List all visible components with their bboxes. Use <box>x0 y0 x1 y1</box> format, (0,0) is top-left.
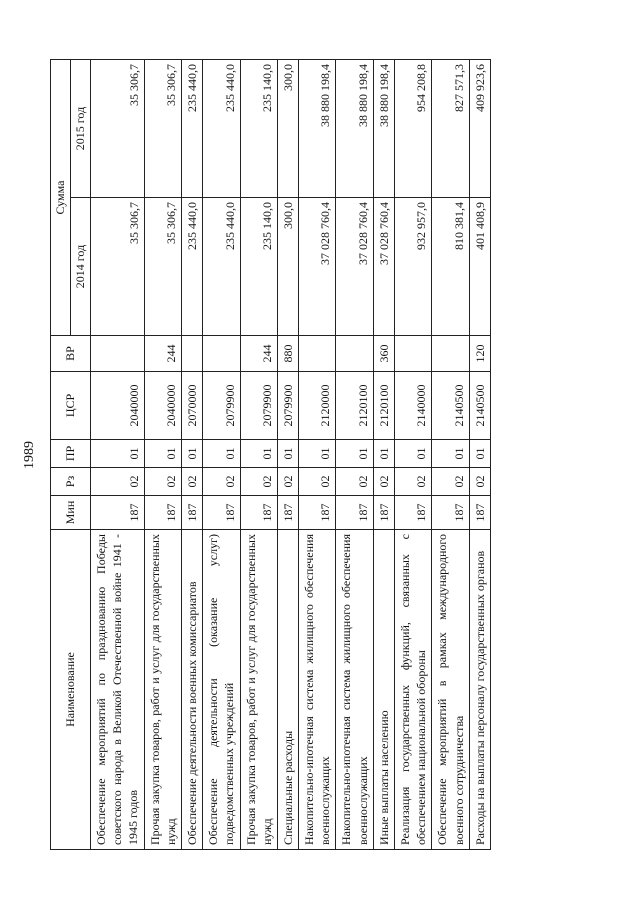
header-2015: 2015 год <box>71 59 91 197</box>
row-2015: 38 880 198,4 <box>299 59 336 197</box>
row-2014: 810 381,4 <box>432 198 469 336</box>
row-csr: 2040000 <box>144 372 181 440</box>
row-rz: 02 <box>91 468 145 496</box>
row-vr <box>203 336 240 372</box>
row-pr: 01 <box>144 440 181 468</box>
row-min: 187 <box>432 496 469 530</box>
row-2014: 35 306,7 <box>144 198 181 336</box>
row-name: Накопительно-ипотечная система жилищного обеспечения военнослужащих <box>336 530 373 850</box>
row-2015: 235 440,0 <box>181 59 202 197</box>
row-2014: 235 440,0 <box>181 198 202 336</box>
row-2015: 235 140,0 <box>240 59 277 197</box>
row-2014: 235 440,0 <box>203 198 240 336</box>
row-pr: 01 <box>336 440 373 468</box>
row-vr <box>395 336 432 372</box>
table-row <box>181 59 202 849</box>
row-csr: 2140000 <box>395 372 432 440</box>
row-name: Реализация государственных функций, связанных с обеспечением национальной обороны <box>395 530 432 850</box>
row-2015: 827 571,3 <box>432 59 469 197</box>
row-name: Обеспечение мероприятий по празднованию Победы советского народа в Великой Отечественной войне 1941 - 1945 годов <box>91 530 145 850</box>
row-pr: 01 <box>240 440 277 468</box>
row-vr <box>181 336 202 372</box>
row-2014: 37 028 760,4 <box>336 198 373 336</box>
row-name: Расходы на выплаты персоналу государственных органов <box>469 530 490 850</box>
table-row <box>373 59 394 849</box>
row-2015: 38 880 198,4 <box>336 59 373 197</box>
row-pr: 01 <box>203 440 240 468</box>
row-name: Обеспечение деятельности военных комиссариатов <box>181 530 202 850</box>
row-vr: 244 <box>144 336 181 372</box>
header-row <box>51 59 71 849</box>
row-2015: 954 208,8 <box>395 59 432 197</box>
row-2014: 401 408,9 <box>469 198 490 336</box>
row-name: Обеспечение деятельности (оказание услуг) подведомственных учреждений <box>203 530 240 850</box>
row-2014: 35 306,7 <box>91 198 145 336</box>
row-name: Прочая закупка товаров, работ и услуг для государственных нужд <box>240 530 277 850</box>
header-pr: ПР <box>51 440 91 468</box>
row-min: 187 <box>336 496 373 530</box>
table-row <box>91 59 145 849</box>
row-csr: 2079900 <box>277 372 298 440</box>
row-min: 187 <box>240 496 277 530</box>
row-2015: 35 306,7 <box>144 59 181 197</box>
row-csr: 2120100 <box>336 372 373 440</box>
row-csr: 2079900 <box>203 372 240 440</box>
page-number: 1989 <box>22 441 37 469</box>
table-row <box>277 59 298 849</box>
row-rz: 02 <box>373 468 394 496</box>
table-row <box>395 59 432 849</box>
header-name: Наименование <box>51 530 91 850</box>
row-rz: 02 <box>203 468 240 496</box>
row-rz: 02 <box>240 468 277 496</box>
row-2014: 37 028 760,4 <box>299 198 336 336</box>
row-csr: 2140500 <box>469 372 490 440</box>
row-rz: 02 <box>469 468 490 496</box>
row-rz: 02 <box>395 468 432 496</box>
row-name: Прочая закупка товаров, работ и услуг для государственных нужд <box>144 530 181 850</box>
row-min: 187 <box>395 496 432 530</box>
row-pr: 01 <box>373 440 394 468</box>
row-csr: 2070000 <box>181 372 202 440</box>
row-pr: 01 <box>469 440 490 468</box>
budget-table-container <box>50 60 590 850</box>
row-vr: 880 <box>277 336 298 372</box>
header-rz: Рз <box>51 468 91 496</box>
row-min: 187 <box>469 496 490 530</box>
row-csr: 2120000 <box>299 372 336 440</box>
row-csr: 2120100 <box>373 372 394 440</box>
row-rz: 02 <box>336 468 373 496</box>
table-row <box>203 59 240 849</box>
row-2015: 38 880 198,4 <box>373 59 394 197</box>
row-vr <box>432 336 469 372</box>
row-pr: 01 <box>299 440 336 468</box>
row-vr: 360 <box>373 336 394 372</box>
table-row <box>240 59 277 849</box>
row-rz: 02 <box>299 468 336 496</box>
row-2015: 35 306,7 <box>91 59 145 197</box>
row-2015: 235 440,0 <box>203 59 240 197</box>
row-rz: 02 <box>144 468 181 496</box>
header-vr: ВР <box>51 336 91 372</box>
row-2015: 409 923,6 <box>469 59 490 197</box>
budget-table <box>50 59 491 850</box>
row-pr: 01 <box>91 440 145 468</box>
row-min: 187 <box>91 496 145 530</box>
row-csr: 2079900 <box>240 372 277 440</box>
row-min: 187 <box>277 496 298 530</box>
row-name: Специальные расходы <box>277 530 298 850</box>
row-vr: 120 <box>469 336 490 372</box>
table-body <box>91 59 491 849</box>
row-min: 187 <box>299 496 336 530</box>
row-min: 187 <box>373 496 394 530</box>
row-pr: 01 <box>395 440 432 468</box>
header-sum: Сумма <box>51 59 71 335</box>
row-name: Обеспечение мероприятий в рамках международного военного сотрудничества <box>432 530 469 850</box>
row-pr: 01 <box>181 440 202 468</box>
row-csr: 2140500 <box>432 372 469 440</box>
table-row <box>144 59 181 849</box>
row-name: Иные выплаты населению <box>373 530 394 850</box>
row-name: Накопительно-ипотечная система жилищного обеспечения военнослужащих <box>299 530 336 850</box>
table-row <box>469 59 490 849</box>
row-min: 187 <box>181 496 202 530</box>
table-row <box>299 59 336 849</box>
header-min: Мин <box>51 496 91 530</box>
row-pr: 01 <box>432 440 469 468</box>
row-min: 187 <box>203 496 240 530</box>
row-csr: 2040000 <box>91 372 145 440</box>
row-2015: 300,0 <box>277 59 298 197</box>
table-row <box>336 59 373 849</box>
row-rz: 02 <box>181 468 202 496</box>
table-row <box>432 59 469 849</box>
row-2014: 932 957,0 <box>395 198 432 336</box>
row-min: 187 <box>144 496 181 530</box>
row-vr <box>299 336 336 372</box>
row-vr <box>91 336 145 372</box>
row-pr: 01 <box>277 440 298 468</box>
row-2014: 37 028 760,4 <box>373 198 394 336</box>
row-2014: 235 140,0 <box>240 198 277 336</box>
row-rz: 02 <box>432 468 469 496</box>
row-rz: 02 <box>277 468 298 496</box>
row-vr <box>336 336 373 372</box>
header-csr: ЦСР <box>51 372 91 440</box>
row-2014: 300,0 <box>277 198 298 336</box>
header-2014: 2014 год <box>71 198 91 336</box>
row-vr: 244 <box>240 336 277 372</box>
